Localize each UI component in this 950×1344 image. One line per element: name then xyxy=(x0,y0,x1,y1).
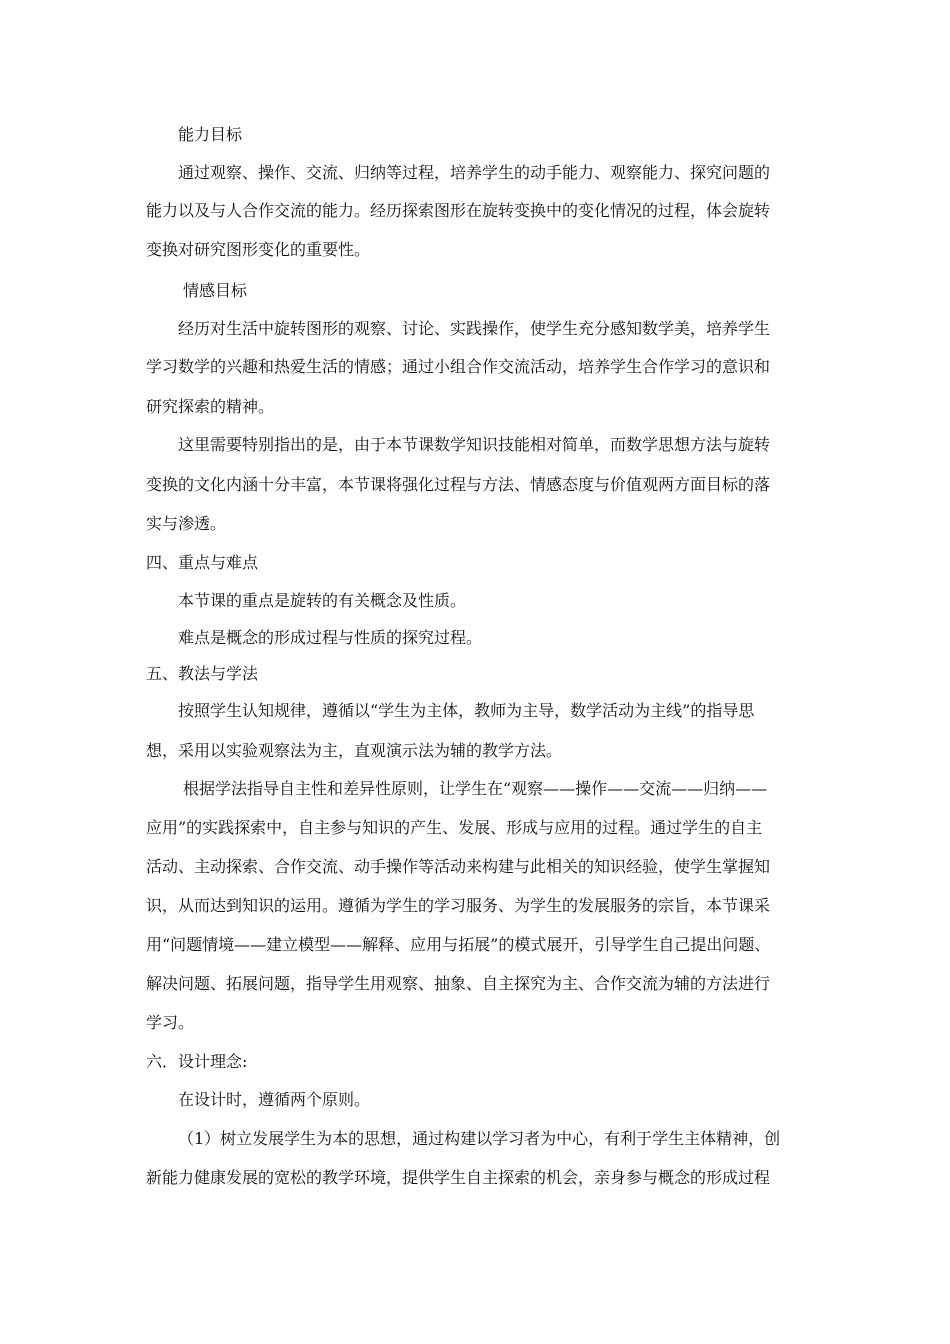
paragraph-line: （1）树立发展学生为本的思想，通过构建以学习者为中心，有利于学生主体精神，创 xyxy=(178,1129,781,1148)
section-heading-key-points: 四、重点与难点 xyxy=(146,553,259,572)
paragraph-line: 变换对研究图形变化的重要性。 xyxy=(146,240,371,259)
paragraph-line: 变换的文化内涵十分丰富，本节课将强化过程与方法、情感态度与价值观两方面目标的落 xyxy=(146,475,771,494)
heading-ability-goals: 能力目标 xyxy=(178,125,243,144)
paragraph-line: 本节课的重点是旋转的有关概念及性质。 xyxy=(178,591,467,610)
paragraph-line: 学习。 xyxy=(146,1013,195,1032)
paragraph-line: 学习数学的兴趣和热爱生活的情感；通过小组合作交流活动，培养学生合作学习的意识和 xyxy=(146,357,771,376)
paragraph-line: 新能力健康发展的宽松的教学环境，提供学生自主探索的机会，亲身参与概念的形成过程 xyxy=(146,1168,771,1187)
paragraph-line: 能力以及与人合作交流的能力。经历探索图形在旋转变换中的变化情况的过程，体会旋转 xyxy=(146,201,771,220)
paragraph-line: 想，采用以实验观察法为主，直观演示法为辅的教学方法。 xyxy=(146,741,563,760)
section-heading-methods: 五、教法与学法 xyxy=(146,664,259,683)
paragraph-line: 难点是概念的形成过程与性质的探究过程。 xyxy=(178,628,483,647)
paragraph-line: 根据学法指导自主性和差异性原则，让学生在“观察——操作——交流——归纳—— xyxy=(183,779,768,798)
heading-emotion-goals: 情感目标 xyxy=(183,281,248,300)
paragraph-line: 按照学生认知规律，遵循以“学生为主体，教师为主导，数学活动为主线”的指导思 xyxy=(178,701,755,720)
paragraph-line: 在设计时，遵循两个原则。 xyxy=(178,1090,371,1109)
paragraph-line: 经历对生活中旋转图形的观察、讨论、实践操作，使学生充分感知数学美，培养学生 xyxy=(178,319,771,338)
paragraph-line: 这里需要特别指出的是，由于本节课数学知识技能相对简单，而数学思想方法与旋转 xyxy=(178,435,771,454)
paragraph-line: 实与渗透。 xyxy=(146,514,227,533)
paragraph-line: 解决问题、拓展问题，指导学生用观察、抽象、自主探究为主、合作交流为辅的方法进行 xyxy=(146,974,771,993)
paragraph-line: 通过观察、操作、交流、归纳等过程，培养学生的动手能力、观察能力、探究问题的 xyxy=(178,163,771,182)
paragraph-line: 用“问题情境——建立模型——解释、应用与拓展”的模式展开，引导学生自己提出问题、 xyxy=(146,935,771,954)
section-heading-design-concept: 六．设计理念: xyxy=(146,1052,248,1071)
paragraph-line: 应用”的实践探索中，自主参与知识的产生、发展、形成与应用的过程。通过学生的自主 xyxy=(146,818,763,837)
paragraph-line: 活动、主动探索、合作交流、动手操作等活动来构建与此相关的知识经验，使学生掌握知 xyxy=(146,857,771,876)
paragraph-line: 研究探索的精神。 xyxy=(146,397,275,416)
paragraph-line: 识，从而达到知识的运用。遵循为学生的学习服务、为学生的发展服务的宗旨，本节课采 xyxy=(146,896,771,915)
